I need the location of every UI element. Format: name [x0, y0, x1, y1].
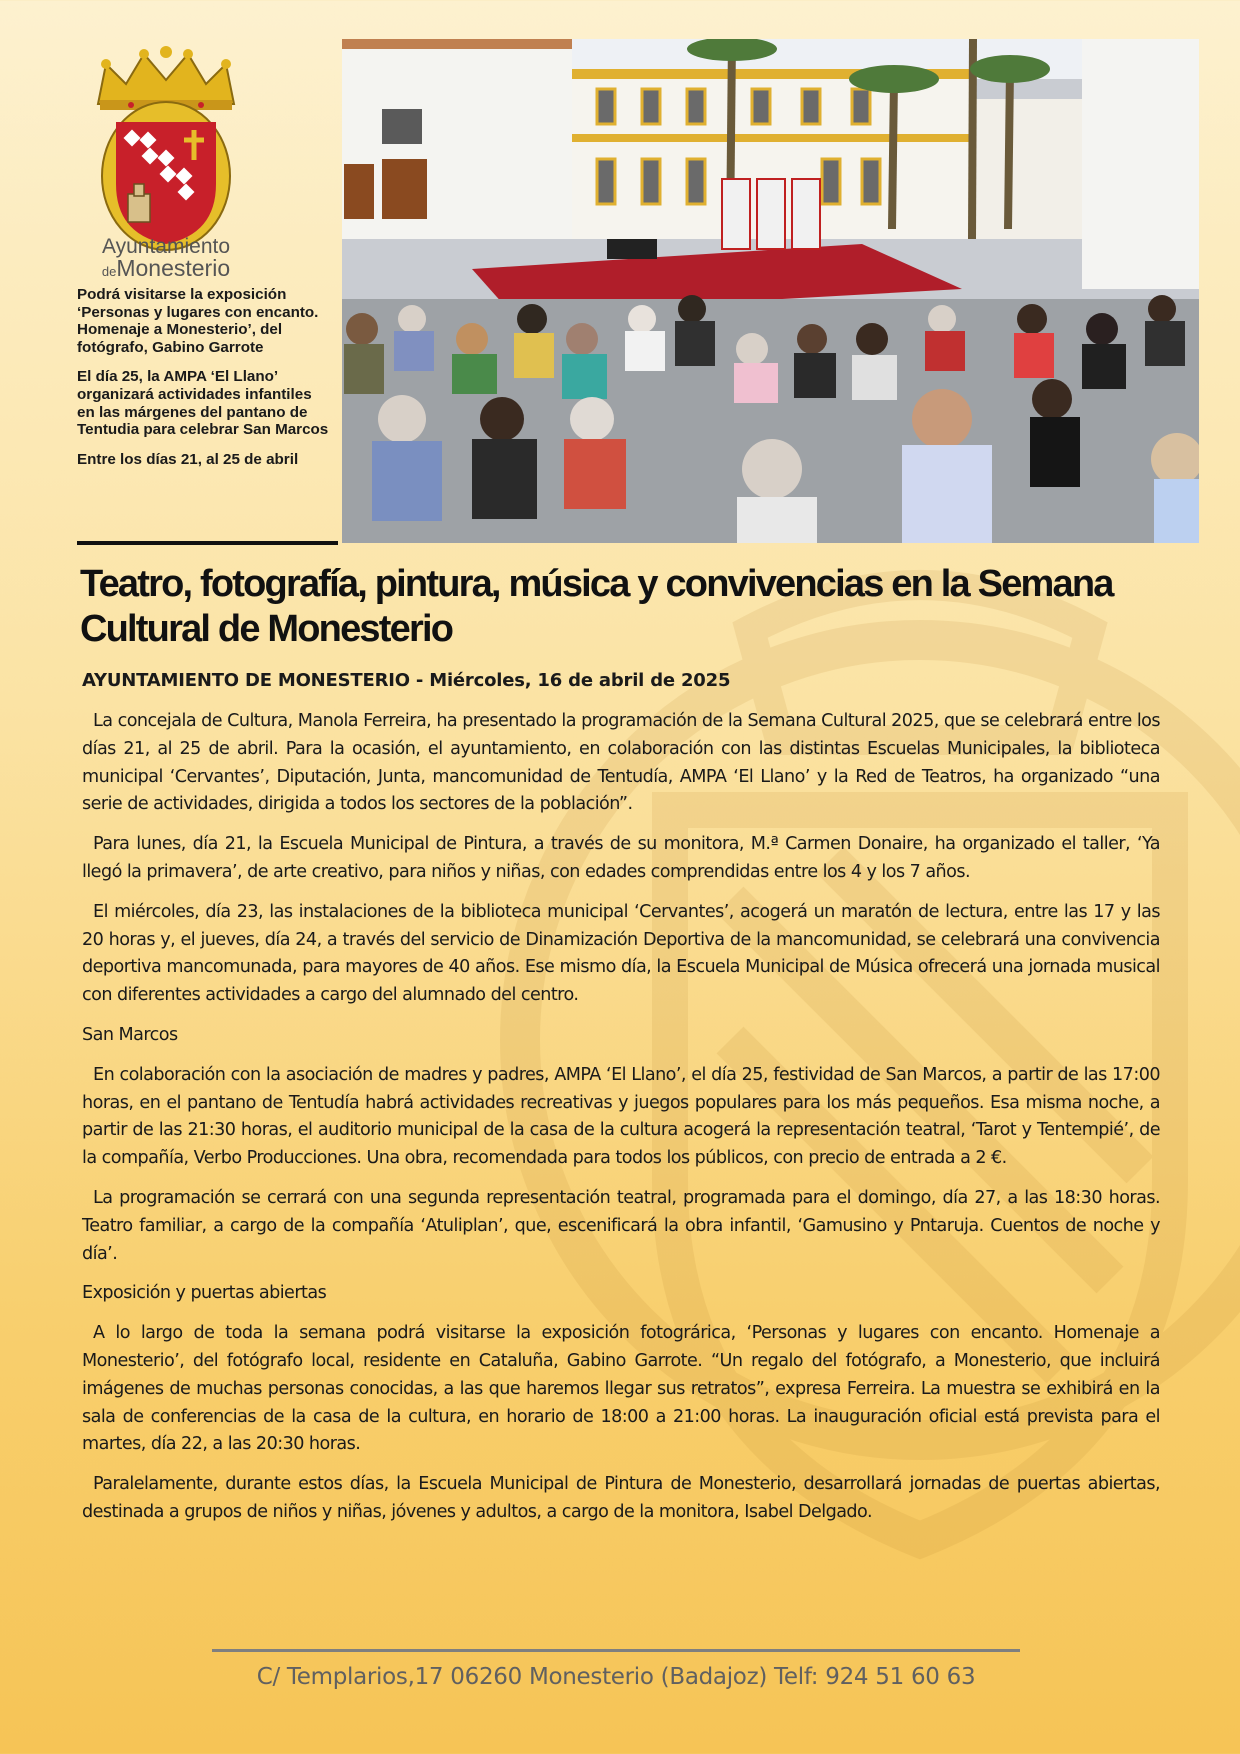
article-paragraph: Paralelamente, durante estos días, la Escuela Municipal de Pintura de Monesterio, desarrollará jornadas de puertas abiertas, destinada a grupos de niños y niñas, jóvenes y adultos, a cargo de la monitora, Isabel Delgado. — [82, 1474, 1160, 1522]
article-headline: Teatro, fotografía, pintura, música y convivencias en la Semana Cultural de Monesterio — [80, 563, 1113, 650]
sidebar-highlights — [77, 286, 329, 480]
footer-divider — [212, 1649, 1020, 1652]
footer-address: C/ Templarios,17 06260 Monesterio (Badajoz) Telf: 924 51 60 63 — [256, 1664, 976, 1690]
wordmark-line2-prefix: de — [101, 264, 117, 279]
section-heading: San Marcos — [82, 1024, 178, 1045]
article-paragraph: A lo largo de toda la semana podrá visitarse la exposición fotográrica, ‘Personas y lugares con encanto. Homenaje a Monesterio’, del fotógrafo local, residente en Cataluña, Gabino Garrote. “Un regalo del fotógrafo, a Monesterio, que incluirá imágenes de muchas personas conocidas, a las que haremos llegar sus retratos”, expresa Ferreira. La muestra se exhibirá en la sala de conferencias de la casa de la cultura, en horario de 18:00 a 21:00 horas. La inauguración oficial está prevista para el martes, día 22, a las 20:30 horas. — [82, 1323, 1160, 1455]
sidebar-item: El día 25, la AMPA ‘El Llano’ organizará actividades infantiles en las márgenes del pantano de Tentudia para celebrar San Marcos — [77, 368, 329, 439]
article-paragraph: La programación se cerrará con una segunda representación teatral, programada para el domingo, día 27, a las 18:30 horas. Teatro familiar, a cargo de la compañía ‘Atuliplan’, que, escenificará la obra infantil, ‘Gamusino y Pntaruja. Cuentos de noche y día’. — [82, 1187, 1160, 1264]
sidebar-item: Entre los días 21, al 25 de abril — [77, 450, 299, 468]
wordmark-line1: Ayuntamiento — [101, 235, 231, 258]
sidebar-item: Podrá visitarse la exposición ‘Personas y lugares con encanto. Homenaje a Monesterio’, del fotógrafo, Gabino Garrote — [77, 286, 319, 356]
article-paragraph: En colaboración con la asociación de madres y padres, AMPA ‘El Llano’, el día 25, festividad de San Marcos, a partir de las 17:00 horas, en el pantano de Tentudía habrá actividades recreativas y juegos populares para los más pequeños. Esa misma noche, a partir de las 21:30 horas, el auditorio municipal de la casa de la cultura acogerá la representación teatral, ‘Tarot y Tentempié’, de la compañía, Verbo Producciones. Una obra, recomendada para todos los públicos, con precio de entrada a 2 €. — [82, 1064, 1160, 1169]
event-photo — [342, 39, 1199, 543]
sidebar-divider — [77, 541, 338, 545]
article-paragraph: El miércoles, día 23, las instalaciones de la biblioteca municipal ‘Cervantes’, acogerá un maratón de lectura, entre las 17 y las 20 horas y, el jueves, día 24, a través del servicio de Dinamización Deportiva de la mancomunidad, se celebrará una convivencia deportiva mancomunada, para mayores de 40 años. Ese mismo día, la Escuela Municipal de Música ofrecerá una jornada musical con diferentes actividades a cargo del alumnado del centro. — [82, 901, 1160, 1006]
article-paragraph: Para lunes, día 21, la Escuela Municipal de Pintura, a través de su monitora, M.ª Carmen Donaire, ha organizado el taller, ‘Ya llegó la primavera’, de arte creativo, para niños y niñas, con edades comprendidas entre los 4 y los 7 años. — [82, 834, 1160, 882]
section-heading: Exposición y puertas abiertas — [82, 1283, 327, 1304]
article-body — [82, 708, 1160, 1539]
article-paragraph: La concejala de Cultura, Manola Ferreira, ha presentado la programación de la Semana Cultural 2025, que se celebrará entre los días 21, al 25 de abril. Para la ocasión, el ayuntamiento, en colaboración con las distintas Escuelas Municipales, la biblioteca municipal ‘Cervantes’, Diputación, Junta, mancomunidad de Tentudía, AMPA ‘El Llano’ y la Red de Teatros, ha organizado “una serie de actividades, dirigida a todos los sectores de la población”. — [82, 711, 1160, 815]
article-byline: AYUNTAMIENTO DE MONESTERIO - Miércoles, 16 de abril de 2025 — [82, 670, 731, 691]
wordmark-line2 — [86, 257, 246, 280]
wordmark-line2-main: Monesterio — [116, 255, 231, 281]
ayuntamiento-wordmark — [86, 236, 246, 280]
